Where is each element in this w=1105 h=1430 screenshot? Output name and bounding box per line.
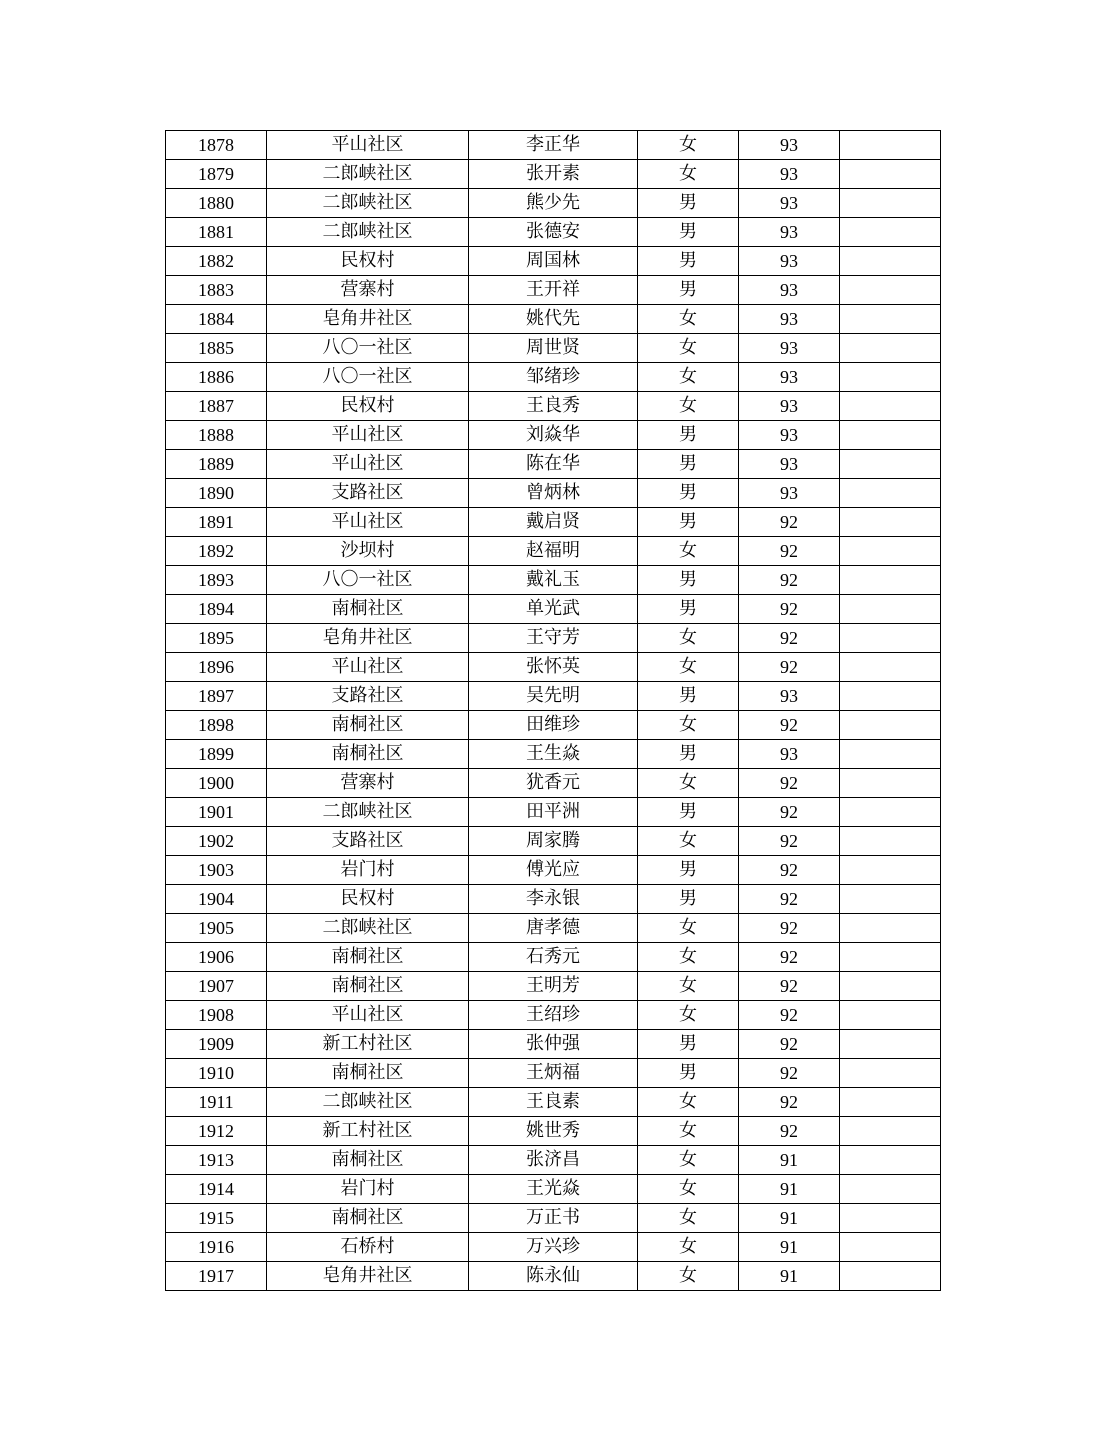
table-row [166,1233,941,1262]
serial-number-cell: 1907 [166,972,267,1001]
remarks-cell [840,537,941,566]
table-row [166,740,941,769]
remarks-cell [840,827,941,856]
community-cell: 平山社区 [267,653,469,682]
gender-cell: 女 [638,363,739,392]
age-cell: 92 [739,827,840,856]
remarks-cell [840,1262,941,1291]
community-cell: 岩门村 [267,856,469,885]
name-cell: 张怀英 [469,653,638,682]
gender-cell: 女 [638,653,739,682]
age-cell: 92 [739,711,840,740]
remarks-cell [840,566,941,595]
serial-number-cell: 1881 [166,218,267,247]
table-row [166,1001,941,1030]
table-row [166,276,941,305]
name-cell: 周家腾 [469,827,638,856]
age-cell: 92 [739,914,840,943]
community-cell: 皂角井社区 [267,1262,469,1291]
name-cell: 戴礼玉 [469,566,638,595]
remarks-cell [840,305,941,334]
name-cell: 王良素 [469,1088,638,1117]
serial-number-cell: 1898 [166,711,267,740]
remarks-cell [840,769,941,798]
serial-number-cell: 1904 [166,885,267,914]
serial-number-cell: 1897 [166,682,267,711]
roster-table-body [166,131,941,1291]
name-cell: 犹香元 [469,769,638,798]
age-cell: 93 [739,334,840,363]
age-cell: 92 [739,595,840,624]
name-cell: 万正书 [469,1204,638,1233]
remarks-cell [840,1204,941,1233]
gender-cell: 女 [638,392,739,421]
remarks-cell [840,1001,941,1030]
name-cell: 王守芳 [469,624,638,653]
table-row [166,1262,941,1291]
serial-number-cell: 1912 [166,1117,267,1146]
age-cell: 93 [739,276,840,305]
serial-number-cell: 1880 [166,189,267,218]
gender-cell: 男 [638,189,739,218]
age-cell: 92 [739,566,840,595]
gender-cell: 女 [638,624,739,653]
community-cell: 岩门村 [267,1175,469,1204]
name-cell: 张济昌 [469,1146,638,1175]
community-cell: 营寨村 [267,769,469,798]
table-row [166,305,941,334]
table-row [166,943,941,972]
age-cell: 93 [739,479,840,508]
serial-number-cell: 1878 [166,131,267,160]
name-cell: 李正华 [469,131,638,160]
gender-cell: 男 [638,479,739,508]
gender-cell: 女 [638,160,739,189]
community-cell: 二郎峡社区 [267,189,469,218]
serial-number-cell: 1891 [166,508,267,537]
table-row [166,450,941,479]
remarks-cell [840,189,941,218]
community-cell: 新工村社区 [267,1030,469,1059]
remarks-cell [840,595,941,624]
name-cell: 姚世秀 [469,1117,638,1146]
serial-number-cell: 1894 [166,595,267,624]
remarks-cell [840,479,941,508]
gender-cell: 女 [638,1146,739,1175]
community-cell: 营寨村 [267,276,469,305]
gender-cell: 女 [638,537,739,566]
gender-cell: 男 [638,450,739,479]
table-row [166,392,941,421]
community-cell: 二郎峡社区 [267,798,469,827]
name-cell: 李永银 [469,885,638,914]
serial-number-cell: 1882 [166,247,267,276]
serial-number-cell: 1903 [166,856,267,885]
community-cell: 南桐社区 [267,1204,469,1233]
table-row [166,1175,941,1204]
remarks-cell [840,1175,941,1204]
serial-number-cell: 1910 [166,1059,267,1088]
remarks-cell [840,972,941,1001]
table-row [166,827,941,856]
table-row [166,566,941,595]
community-cell: 八〇一社区 [267,334,469,363]
remarks-cell [840,450,941,479]
remarks-cell [840,247,941,276]
age-cell: 92 [739,1030,840,1059]
age-cell: 93 [739,363,840,392]
name-cell: 陈在华 [469,450,638,479]
serial-number-cell: 1892 [166,537,267,566]
community-cell: 南桐社区 [267,711,469,740]
age-cell: 93 [739,305,840,334]
remarks-cell [840,856,941,885]
community-cell: 南桐社区 [267,1146,469,1175]
roster-table [165,130,941,1291]
community-cell: 皂角井社区 [267,624,469,653]
age-cell: 93 [739,392,840,421]
name-cell: 万兴珍 [469,1233,638,1262]
gender-cell: 女 [638,769,739,798]
name-cell: 张开素 [469,160,638,189]
community-cell: 平山社区 [267,450,469,479]
age-cell: 92 [739,653,840,682]
age-cell: 92 [739,943,840,972]
serial-number-cell: 1908 [166,1001,267,1030]
table-row [166,972,941,1001]
name-cell: 王绍珍 [469,1001,638,1030]
community-cell: 二郎峡社区 [267,218,469,247]
gender-cell: 女 [638,1088,739,1117]
serial-number-cell: 1911 [166,1088,267,1117]
table-row [166,1204,941,1233]
serial-number-cell: 1909 [166,1030,267,1059]
serial-number-cell: 1901 [166,798,267,827]
community-cell: 民权村 [267,885,469,914]
community-cell: 南桐社区 [267,1059,469,1088]
serial-number-cell: 1883 [166,276,267,305]
age-cell: 91 [739,1204,840,1233]
community-cell: 南桐社区 [267,943,469,972]
name-cell: 曾炳林 [469,479,638,508]
name-cell: 王生焱 [469,740,638,769]
name-cell: 王明芳 [469,972,638,1001]
community-cell: 支路社区 [267,479,469,508]
table-row [166,769,941,798]
name-cell: 田平洲 [469,798,638,827]
age-cell: 92 [739,1088,840,1117]
age-cell: 92 [739,508,840,537]
gender-cell: 男 [638,247,739,276]
gender-cell: 女 [638,943,739,972]
remarks-cell [840,131,941,160]
serial-number-cell: 1895 [166,624,267,653]
serial-number-cell: 1906 [166,943,267,972]
table-row [166,247,941,276]
community-cell: 平山社区 [267,131,469,160]
remarks-cell [840,276,941,305]
name-cell: 周国林 [469,247,638,276]
serial-number-cell: 1900 [166,769,267,798]
community-cell: 皂角井社区 [267,305,469,334]
gender-cell: 女 [638,1233,739,1262]
table-row [166,653,941,682]
serial-number-cell: 1879 [166,160,267,189]
name-cell: 赵福明 [469,537,638,566]
name-cell: 姚代先 [469,305,638,334]
age-cell: 91 [739,1233,840,1262]
table-row [166,1030,941,1059]
gender-cell: 女 [638,305,739,334]
community-cell: 二郎峡社区 [267,160,469,189]
table-row [166,1059,941,1088]
serial-number-cell: 1896 [166,653,267,682]
gender-cell: 女 [638,1001,739,1030]
gender-cell: 男 [638,276,739,305]
table-row [166,537,941,566]
community-cell: 南桐社区 [267,972,469,1001]
table-row [166,711,941,740]
age-cell: 92 [739,972,840,1001]
name-cell: 唐孝德 [469,914,638,943]
table-row [166,682,941,711]
name-cell: 张德安 [469,218,638,247]
community-cell: 八〇一社区 [267,566,469,595]
gender-cell: 男 [638,682,739,711]
table-row [166,1117,941,1146]
remarks-cell [840,508,941,537]
remarks-cell [840,1146,941,1175]
community-cell: 民权村 [267,247,469,276]
name-cell: 张仲强 [469,1030,638,1059]
age-cell: 92 [739,1001,840,1030]
remarks-cell [840,1117,941,1146]
table-row [166,421,941,450]
name-cell: 周世贤 [469,334,638,363]
serial-number-cell: 1887 [166,392,267,421]
serial-number-cell: 1884 [166,305,267,334]
serial-number-cell: 1890 [166,479,267,508]
table-row [166,334,941,363]
serial-number-cell: 1916 [166,1233,267,1262]
age-cell: 92 [739,769,840,798]
name-cell: 熊少先 [469,189,638,218]
gender-cell: 男 [638,856,739,885]
serial-number-cell: 1899 [166,740,267,769]
community-cell: 二郎峡社区 [267,1088,469,1117]
gender-cell: 男 [638,421,739,450]
age-cell: 91 [739,1262,840,1291]
remarks-cell [840,653,941,682]
remarks-cell [840,1059,941,1088]
serial-number-cell: 1889 [166,450,267,479]
community-cell: 支路社区 [267,827,469,856]
age-cell: 92 [739,885,840,914]
table-row [166,856,941,885]
remarks-cell [840,711,941,740]
age-cell: 92 [739,856,840,885]
serial-number-cell: 1914 [166,1175,267,1204]
remarks-cell [840,421,941,450]
age-cell: 93 [739,682,840,711]
gender-cell: 男 [638,1059,739,1088]
age-cell: 92 [739,624,840,653]
table-row [166,1088,941,1117]
remarks-cell [840,885,941,914]
community-cell: 平山社区 [267,508,469,537]
gender-cell: 女 [638,1204,739,1233]
age-cell: 92 [739,1117,840,1146]
table-row [166,798,941,827]
name-cell: 王开祥 [469,276,638,305]
name-cell: 王光焱 [469,1175,638,1204]
table-row [166,508,941,537]
table-row [166,131,941,160]
remarks-cell [840,740,941,769]
gender-cell: 男 [638,885,739,914]
name-cell: 吴先明 [469,682,638,711]
serial-number-cell: 1886 [166,363,267,392]
gender-cell: 女 [638,1262,739,1291]
name-cell: 单光武 [469,595,638,624]
table-row [166,914,941,943]
gender-cell: 女 [638,1175,739,1204]
age-cell: 92 [739,798,840,827]
gender-cell: 女 [638,972,739,1001]
table-row [166,363,941,392]
age-cell: 93 [739,189,840,218]
community-cell: 南桐社区 [267,595,469,624]
age-cell: 93 [739,247,840,276]
remarks-cell [840,1088,941,1117]
community-cell: 平山社区 [267,421,469,450]
community-cell: 石桥村 [267,1233,469,1262]
gender-cell: 女 [638,914,739,943]
serial-number-cell: 1893 [166,566,267,595]
serial-number-cell: 1915 [166,1204,267,1233]
remarks-cell [840,160,941,189]
remarks-cell [840,682,941,711]
age-cell: 93 [739,131,840,160]
community-cell: 民权村 [267,392,469,421]
gender-cell: 女 [638,827,739,856]
age-cell: 93 [739,218,840,247]
gender-cell: 男 [638,566,739,595]
age-cell: 93 [739,160,840,189]
community-cell: 八〇一社区 [267,363,469,392]
community-cell: 支路社区 [267,682,469,711]
community-cell: 南桐社区 [267,740,469,769]
remarks-cell [840,914,941,943]
serial-number-cell: 1905 [166,914,267,943]
table-row [166,189,941,218]
age-cell: 91 [739,1175,840,1204]
table-row [166,595,941,624]
community-cell: 二郎峡社区 [267,914,469,943]
age-cell: 93 [739,740,840,769]
remarks-cell [840,1030,941,1059]
name-cell: 傅光应 [469,856,638,885]
name-cell: 陈永仙 [469,1262,638,1291]
remarks-cell [840,363,941,392]
gender-cell: 女 [638,711,739,740]
serial-number-cell: 1885 [166,334,267,363]
age-cell: 93 [739,421,840,450]
table-row [166,885,941,914]
name-cell: 王良秀 [469,392,638,421]
gender-cell: 男 [638,508,739,537]
age-cell: 92 [739,1059,840,1088]
name-cell: 王炳福 [469,1059,638,1088]
table-row [166,160,941,189]
remarks-cell [840,943,941,972]
gender-cell: 女 [638,1117,739,1146]
remarks-cell [840,1233,941,1262]
community-cell: 沙坝村 [267,537,469,566]
gender-cell: 女 [638,131,739,160]
gender-cell: 男 [638,595,739,624]
age-cell: 93 [739,450,840,479]
table-row [166,1146,941,1175]
remarks-cell [840,624,941,653]
remarks-cell [840,392,941,421]
name-cell: 刘焱华 [469,421,638,450]
gender-cell: 男 [638,1030,739,1059]
gender-cell: 男 [638,218,739,247]
name-cell: 邹绪珍 [469,363,638,392]
table-row [166,479,941,508]
remarks-cell [840,798,941,827]
name-cell: 田维珍 [469,711,638,740]
remarks-cell [840,218,941,247]
serial-number-cell: 1902 [166,827,267,856]
gender-cell: 女 [638,334,739,363]
community-cell: 新工村社区 [267,1117,469,1146]
gender-cell: 男 [638,740,739,769]
serial-number-cell: 1913 [166,1146,267,1175]
age-cell: 92 [739,537,840,566]
table-row [166,218,941,247]
community-cell: 平山社区 [267,1001,469,1030]
remarks-cell [840,334,941,363]
serial-number-cell: 1917 [166,1262,267,1291]
serial-number-cell: 1888 [166,421,267,450]
name-cell: 石秀元 [469,943,638,972]
table-row [166,624,941,653]
gender-cell: 男 [638,798,739,827]
name-cell: 戴启贤 [469,508,638,537]
age-cell: 91 [739,1146,840,1175]
